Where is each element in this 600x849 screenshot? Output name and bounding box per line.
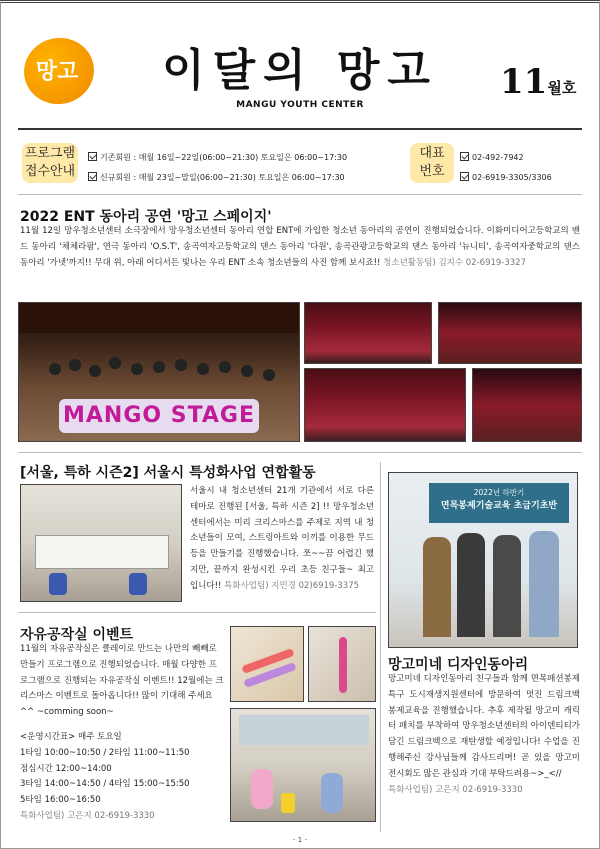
mango-stage-banner: MANGO STAGE [59,399,259,433]
program-label-1: 프로그램 [24,146,76,161]
issue-suffix: 월호 [547,79,577,97]
section-title-workshop: 자유공작실 이벤트 [20,627,134,643]
photo-clay-2 [308,626,376,702]
schedule-row: 점심시간 12:00~14:00 [20,763,112,774]
phone-text: 02-492-7942 [472,153,524,162]
photo-stage-dance-1 [304,302,432,364]
logo-text: 망고 [35,59,79,85]
header-divider [18,128,582,130]
phone-tag [410,143,454,183]
section-body-workshop: 11월의 자유공작실은 클레이로 만드는 나만의 빼빼로 만들기 프로그램으로 진행되었습니다. 매월 다양한 프로그램으로 진행되는 자유공작실 이벤트!! 12월에는 크리스마스 이벤트로 돌아옵니다!! 많이 기대해 주세요^^ ~comming soon~ [20,644,224,718]
student-figure [493,535,521,637]
rep-label-2: 번호 [419,164,445,179]
design-contact: 특화사업팀) 고은지 02-6919-3330 [388,784,523,795]
photo-group-stage [18,302,300,442]
info-divider [18,194,582,195]
photo-crowd [19,343,300,403]
newsletter-title: 이달의 망고 [162,45,438,96]
schedule-row: 5타임 16:00~16:50 [20,795,101,806]
workshop-table [35,535,169,569]
page-number: - 1 - [293,836,307,844]
info-line-text: 기존회원 : 매월 16일~22일(06:00~21:30) 토요일은 06:00~17:30 [100,153,348,162]
section-body-ent [20,224,580,271]
section-title-seoul: [서울, 특하 시즌2] 서울시 특성화사업 연합활동 [20,465,316,481]
training-board [429,483,569,523]
photo-workshop [20,484,182,602]
board-line-1: 2022년 하반기 [473,488,525,497]
photo-design-club [388,472,578,648]
student-figure [529,531,559,637]
info-line-new [88,172,345,183]
schedule-block [20,730,224,825]
info-line-existing [88,152,347,163]
schedule-title: <운영시간표> 매주 토요일 [20,732,122,742]
chair [281,793,295,813]
rep-label-1: 대표 [419,146,445,161]
issue-month: 11 [500,62,548,102]
program-label-2: 접수안내 [24,164,76,179]
student-figure [457,533,485,637]
seoul-body-text: 서울시 내 청소년센터 21개 기관에서 서로 다른 테마로 진행된 [서울, 특하 시즌 2] !! 망우청소년센터에서는 미리 크리스마스를 주제로 지역 내 청소년들이 모여, 스트링아트와 이끼를 이용한 무드등을 만들기를 진행했습니다. 쪼~~끔 어렵긴 했지만, 끝까지 완성시킨 우리 초등 친구들~ 최고 입니다!! [190,486,374,591]
check-icon [460,152,469,161]
student-figure [423,537,451,637]
clay-stick [339,637,347,693]
seoul-contact: 특화사업팀) 지민경 02)6919-3375 [224,580,360,591]
newsletter-subtitle: MANGU YOUTH CENTER [236,100,364,110]
phone-line-1 [460,152,524,162]
check-icon [460,172,469,181]
board-line-2: 면목봉제기술교육 초급기초반 [440,501,558,511]
workshop-chair [129,573,147,595]
section-body-design [388,672,580,798]
stage-curtain [19,303,300,333]
child-figure [251,769,273,809]
child-figure [321,773,343,813]
shelf [239,715,369,745]
workshop-chair [49,573,67,595]
issue-number [500,62,576,102]
phone-line-2 [460,172,552,182]
ent-contact: 청소년활동팀) 김지수 02-6919-3327 [383,257,526,268]
column-divider [380,462,381,832]
photo-stage-band [304,368,466,442]
info-line-text: 신규회원 : 매월 23일~말일(06:00~21:30) 토요일은 06:00~17:30 [100,173,345,182]
check-icon [88,152,97,161]
section2-divider [18,612,376,613]
photo-stage-dance-2 [438,302,582,364]
schedule-row: 3타임 14:00~14:50 / 4타임 15:00~15:50 [20,779,190,790]
ent-body-text: 11월 12일 망우청소년센터 소극장에서 망우청소년센터 동아리 연합 ENT에 가입한 청소년 동아리의 공연이 진행되었습니다. 이화미디어고등학교의 밴드 동아리 '체체라팜', 연극 동아리 'O.S.T', 송곡여자고등학교의 댄스 동아리 '다원', 송곡관광고등학교의 댄스 동아리 '뉴니티', 송곡여자중학교의 댄스 동아리 '가넷'까지!! 무대 위, 아래 어디서든 빛나는 우리 ENT 소속 청소년들의 사진 함께 보시죠!! [20,226,580,268]
phone-text: 02-6919-3305/3306 [472,173,552,182]
photo-kids-workshop [230,708,376,822]
schedule-row: 1타임 10:00~10:50 / 2타임 11:00~11:50 [20,747,190,758]
design-body-text: 망고미네 디자인동아리 친구들과 함께 면목패션봉제특구 도시재생지원센터에 방문하여 멋진 드림크백 봉제교육을 진행했습니다. 추후 제작될 망고미 캐릭터 패치를 부착하여 망우청소년센터의 아이덴티티가 담긴 드림크백으로 재탄생할 예정입니다! 수업을 진행해주신 강사님들께 감사드리며! 곧 있을 망고미 전시회도 많은 관심과 기대 부탁드려용~>_<// [388,674,580,779]
workshop-contact: 특화사업팀) 고은지 02-6919-3330 [20,810,155,821]
section-title-ent: 2022 ENT 동아리 공연 '망고 스페이지' [20,209,272,225]
photo-stage-dance-3 [472,368,582,442]
section-body-seoul [190,484,374,595]
section-title-design: 망고미네 디자인동아리 [388,657,529,673]
section1-divider [18,452,582,453]
check-icon [88,172,97,181]
photo-clay-1 [230,626,304,702]
program-tag [22,143,78,183]
